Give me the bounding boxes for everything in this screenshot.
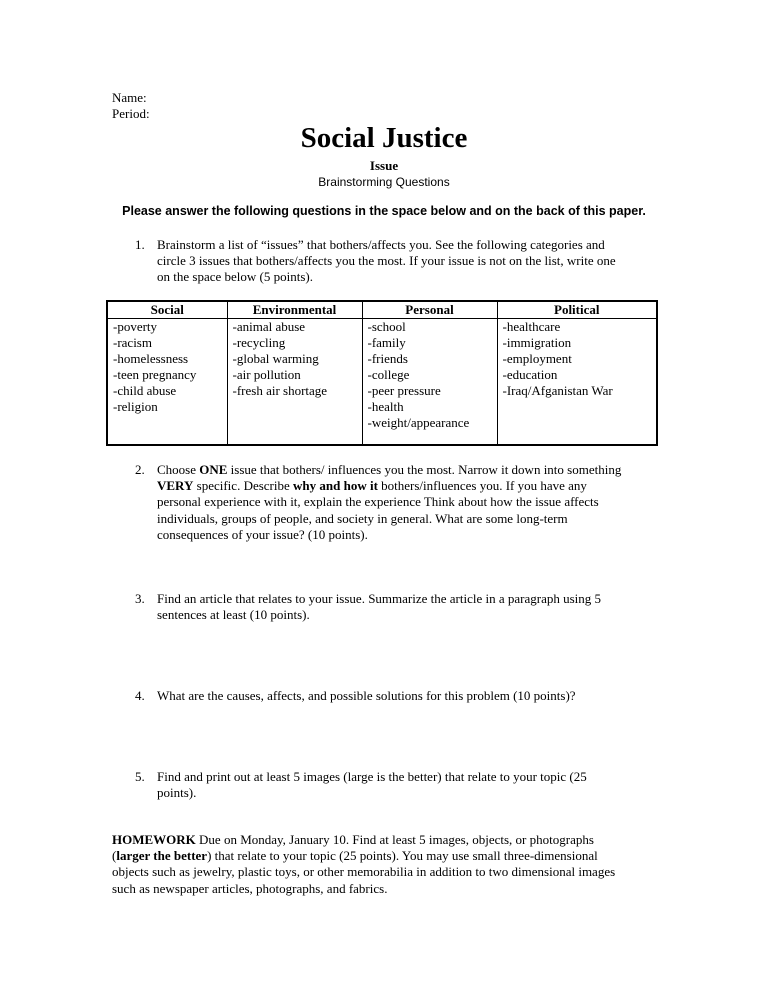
q3-text: [157, 591, 667, 623]
homework-line: [112, 848, 657, 864]
q1-text: [157, 237, 667, 286]
homework-line: objects such as jewelry, plastic toys, or other memorabilia in addition to two dimensional images: [112, 864, 616, 880]
q5-line: Find and print out at least 5 images (large is the better) that relate to your topic (25: [157, 769, 587, 784]
name-label: Name:: [112, 90, 147, 105]
col-header-social: Social: [107, 301, 227, 319]
col-cell-environmental: [227, 319, 362, 446]
text-span: (: [112, 848, 117, 864]
list-item: -friends: [367, 351, 408, 366]
col-header-personal: Personal: [362, 301, 497, 319]
table-row: [107, 319, 657, 446]
q2-line: personal experience with it, explain the experience Think about how the issue affects: [157, 494, 599, 510]
q5-number: 5.: [135, 769, 145, 784]
list-item: -teen pregnancy: [113, 367, 197, 382]
bold-span: VERY: [157, 478, 194, 494]
q4-number: 4.: [135, 688, 145, 703]
page-subtitle: Issue: [369, 158, 399, 173]
table-header-row: [107, 301, 657, 319]
homework-line: [112, 832, 657, 848]
text-span: ) that relate to your topic (25 points). You may use small three-dimensional: [207, 848, 598, 864]
text-span: Choose: [157, 462, 200, 477]
q1-line: on the space below (5 points).: [157, 269, 313, 285]
bold-span: ONE: [199, 462, 228, 477]
col-header-environmental: Environmental: [227, 301, 362, 319]
q4-text: [157, 688, 667, 704]
list-item: -fresh air shortage: [232, 383, 328, 398]
page-subsubtitle: Brainstorming Questions: [318, 175, 450, 189]
list-item: -immigration: [502, 335, 572, 350]
list-item: -health: [367, 399, 404, 414]
homework-line: such as newspaper articles, photographs, and fabrics.: [112, 880, 388, 896]
list-item: -animal abuse: [232, 319, 306, 334]
q2-line: individuals, groups of people, and society in general. What are some long-term: [157, 510, 568, 526]
list-item: -religion: [113, 399, 158, 414]
period-label: Period:: [112, 106, 150, 121]
list-item: -weight/appearance: [367, 415, 470, 430]
q5-text: [157, 769, 667, 801]
col-cell-personal: [362, 319, 497, 446]
q2-number: 2.: [135, 462, 145, 477]
instructions: Please answer the following questions in the space below and on the back of this paper.: [122, 204, 646, 218]
q3-number: 3.: [135, 591, 145, 606]
bold-span: larger the better: [116, 848, 208, 864]
q2-line: consequences of your issue? (10 points).: [157, 526, 368, 542]
issues-table: [106, 300, 658, 446]
q4-line: What are the causes, affects, and possible solutions for this problem (10 points)?: [157, 688, 576, 703]
homework-label: HOMEWORK: [112, 832, 196, 847]
q1-line: Brainstorm a list of “issues” that bothers/affects you. See the following categories and: [157, 237, 605, 252]
col-cell-social: [107, 319, 227, 446]
text-span: issue that bothers/ influences you the most. Narrow it down into something: [227, 462, 622, 477]
q3-line: sentences at least (10 points).: [157, 607, 310, 623]
q2-line: [157, 478, 667, 494]
list-item: -education: [502, 367, 558, 382]
col-cell-political: [497, 319, 657, 446]
homework-paragraph: [112, 832, 657, 897]
list-item: -Iraq/Afganistan War: [502, 383, 613, 398]
q1-number: 1.: [135, 237, 145, 252]
list-item: -recycling: [232, 335, 286, 350]
list-item: -college: [367, 367, 410, 382]
list-item: -family: [367, 335, 406, 350]
q2-text: [157, 462, 667, 543]
list-item: -global warming: [232, 351, 319, 366]
col-header-political: Political: [497, 301, 657, 319]
text-span: Due on Monday, January 10. Find at least 5 images, objects, or photographs: [195, 832, 594, 847]
q2-line: [157, 462, 667, 478]
text-span: specific. Describe: [193, 478, 294, 494]
list-item: -child abuse: [113, 383, 177, 398]
q1-line: circle 3 issues that bothers/affects you the most. If your issue is not on the list, write one: [157, 253, 616, 269]
page-title: Social Justice: [300, 122, 468, 154]
list-item: -school: [367, 319, 406, 334]
list-item: -air pollution: [232, 367, 301, 382]
list-item: -employment: [502, 351, 572, 366]
list-item: -peer pressure: [367, 383, 441, 398]
list-item: -homelessness: [113, 351, 189, 366]
list-item: -racism: [113, 335, 152, 350]
q5-line: points).: [157, 785, 197, 801]
text-span: bothers/influences you. If you have any: [377, 478, 587, 494]
list-item: -poverty: [113, 319, 158, 334]
bold-span: why and how it: [293, 478, 378, 494]
q3-line: Find an article that relates to your issue. Summarize the article in a paragraph using 5: [157, 591, 602, 606]
list-item: -healthcare: [502, 319, 561, 334]
